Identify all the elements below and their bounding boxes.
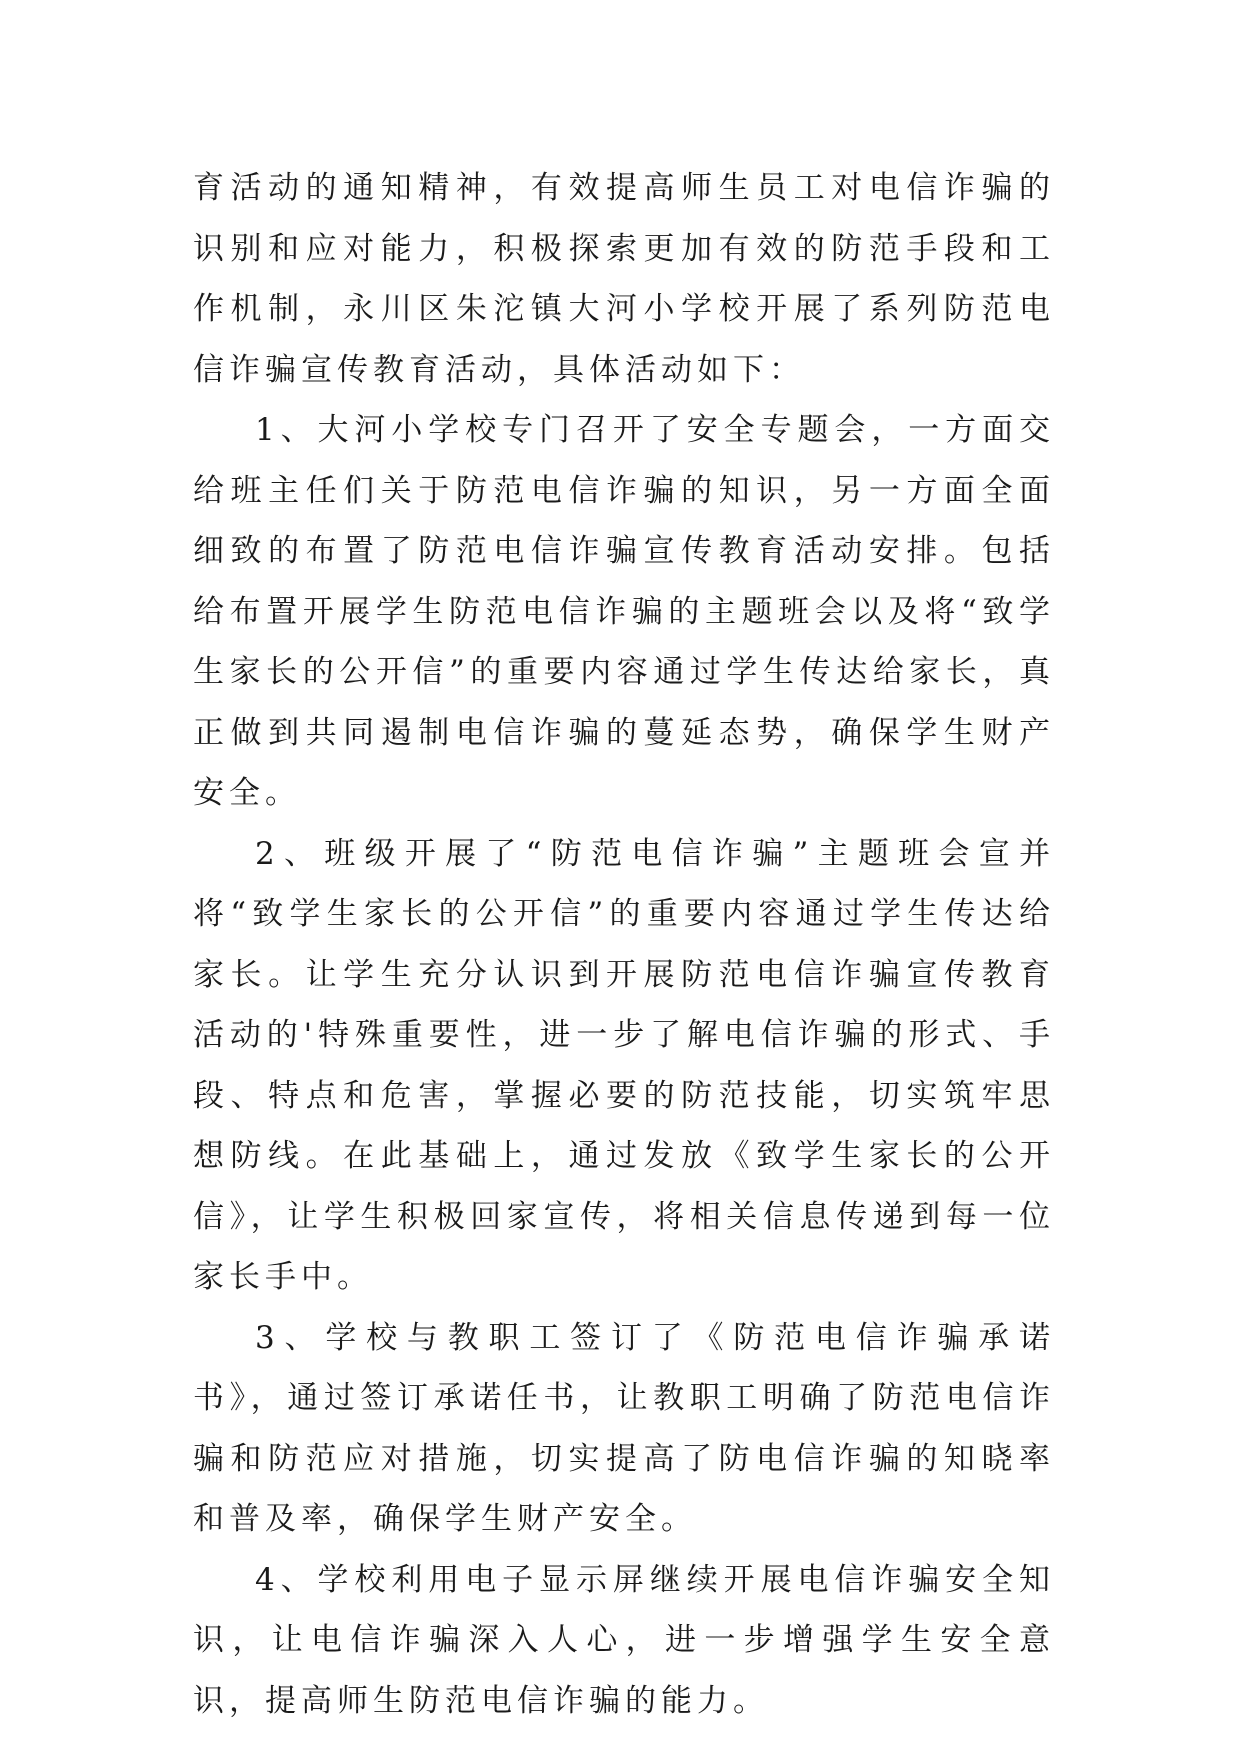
document-body	[193, 158, 1055, 1731]
paragraph-item-4: 4、学校利用电子显示屏继续开展电信诈骗安全知识，让电信诈骗深入人心，进一步增强学生安全意识，提高师生防范电信诈骗的能力。	[193, 1561, 1055, 1719]
paragraph-item-3: 3、学校与教职工签订了《防范电信诈骗承诺书》，通过签订承诺任书，让教职工明确了防范电信诈骗和防范应对措施，切实提高了防电信诈骗的知晓率和普及率，确保学生财产安全。	[193, 1319, 1055, 1537]
paragraph-item-2: 2、班级开展了“防范电信诈骗”主题班会宣并将“致学生家长的公开信”的重要内容通过学生传达给家长。让学生充分认识到开展防范电信诈骗宣传教育活动的'特殊重要性，进一步了解电信诈骗的形式、手段、特点和危害，掌握必要的防范技能，切实筑牢思想防线。在此基础上，通过发放《致学生家长的公开信》，让学生积极回家宣传，将相关信息传递到每一位家长手中。	[193, 835, 1055, 1295]
paragraph-intro-continued: 育活动的通知精神，有效提高师生员工对电信诈骗的识别和应对能力，积极探索更加有效的防范手段和工作机制，永川区朱沱镇大河小学校开展了系列防范电信诈骗宣传教育活动，具体活动如下：	[193, 170, 1055, 388]
paragraph-item-1: 1、大河小学校专门召开了安全专题会，一方面交给班主任们关于防范电信诈骗的知识，另一方面全面细致的布置了防范电信诈骗宣传教育活动安排。包括给布置开展学生防范电信诈骗的主题班会以及将“致学生家长的公开信”的重要内容通过学生传达给家长，真正做到共同遏制电信诈骗的蔓延态势，确保学生财产安全。	[193, 412, 1055, 811]
